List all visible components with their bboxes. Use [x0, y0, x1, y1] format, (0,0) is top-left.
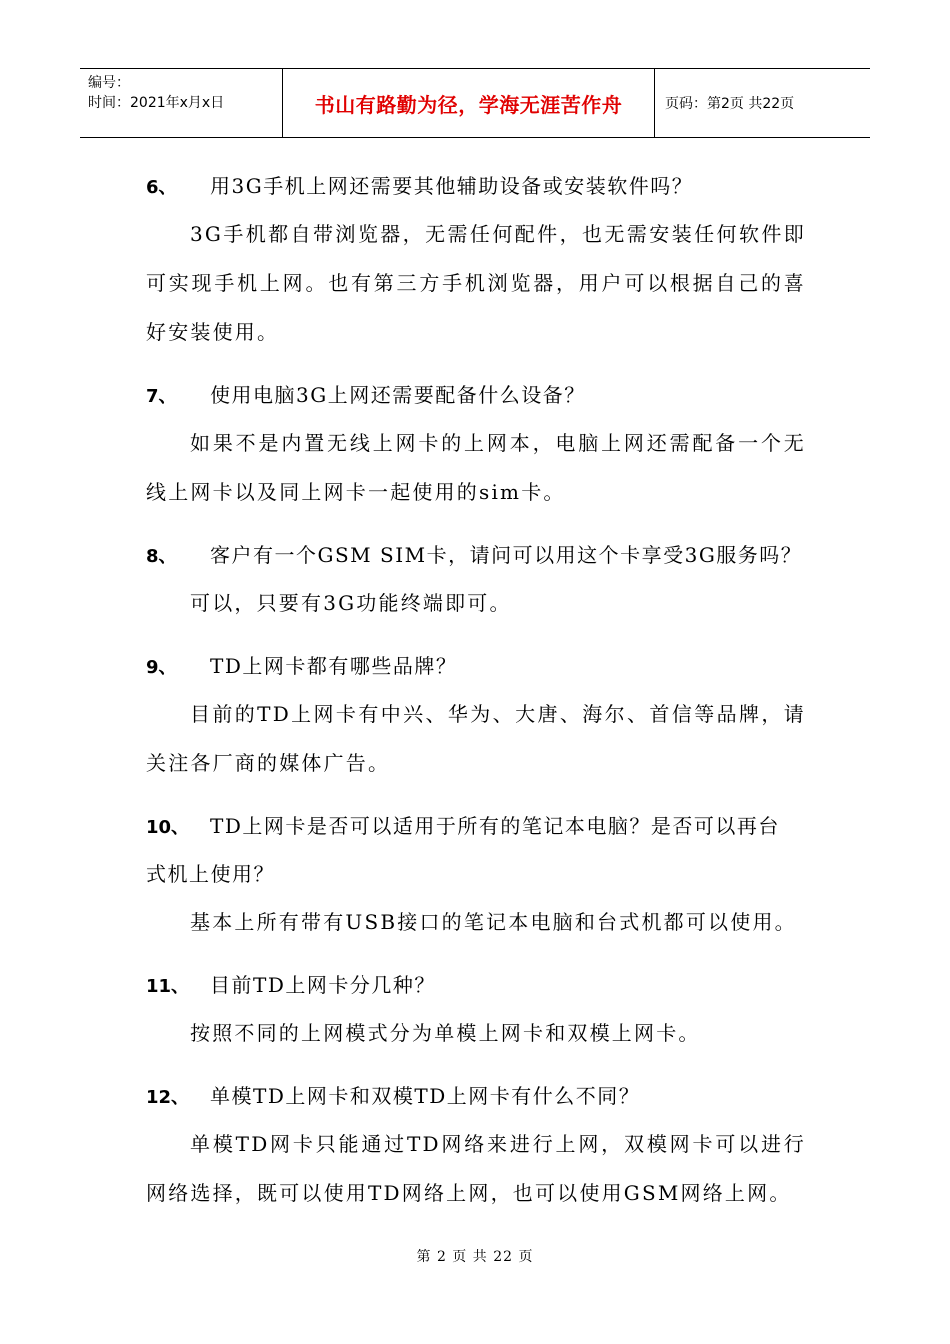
faq-answer-9: 目前的TD上网卡有中兴、华为、大唐、海尔、首信等品牌，请关注各厂商的媒体广告。 [146, 702, 806, 775]
question-text: 用3G手机上网还需要其他辅助设备或安装软件吗？ [210, 174, 694, 198]
faq-content [146, 162, 806, 1218]
faq-answer-7: 如果不是内置无线上网卡的上网本，电脑上网还需配备一个无线上网卡以及同上网卡一起使用的sim卡。 [146, 431, 806, 504]
question-number: 6、 [146, 177, 177, 198]
faq-question-10-continued [146, 850, 806, 898]
faq-answer-6: 3G手机都自带浏览器，无需任何配件，也无需安装任何软件即可实现手机上网。也有第三方手机浏览器，用户可以根据自己的喜好安装使用。 [146, 222, 806, 344]
question-number: 10、 [146, 817, 190, 838]
question-number: 12、 [146, 1087, 190, 1108]
faq-question-8 [146, 531, 806, 579]
header-meta [80, 69, 283, 137]
faq-question-9 [146, 642, 806, 690]
faq-question-10 [146, 802, 806, 850]
page-header [80, 68, 870, 138]
question-number: 8、 [146, 546, 177, 567]
question-text: TD上网卡是否可以适用于所有的笔记本电脑？是否可以再台 [210, 814, 780, 838]
faq-question-11 [146, 961, 806, 1009]
question-text: 客户有一个GSM SIM卡，请问可以用这个卡享受3G服务吗？ [210, 543, 803, 567]
faq-question-7 [146, 371, 806, 419]
page-footer: 第 2 页 共 22 页 [416, 1249, 534, 1265]
question-number: 7、 [146, 386, 177, 407]
header-page-info: 页码：第2页 共22页 [665, 96, 795, 112]
faq-answer-10: 基本上所有带有USB接口的笔记本电脑和台式机都可以使用。 [190, 910, 797, 934]
question-text: 目前TD上网卡分几种？ [210, 973, 436, 997]
header-motto: 书山有路勤为径，学海无涯苦作舟 [283, 69, 655, 137]
faq-answer-11: 按照不同的上网模式分为单模上网卡和双模上网卡。 [190, 1021, 701, 1045]
question-number: 11、 [146, 976, 190, 997]
faq-question-6 [146, 162, 806, 210]
question-text: 使用电脑3G上网还需要配备什么设备？ [210, 383, 586, 407]
faq-question-12 [146, 1072, 806, 1120]
document-number-label: 编号： [88, 75, 130, 91]
faq-answer-8: 可以，只要有3G功能终端即可。 [190, 591, 512, 615]
question-text: 单模TD上网卡和双模TD上网卡有什么不同？ [210, 1084, 641, 1108]
faq-answer-12: 单模TD网卡只能通过TD网络来进行上网，双模网卡可以进行网络选择，既可以使用TD网络上网，也可以使用GSM网络上网。 [146, 1132, 806, 1205]
question-text-continued: 式机上使用？ [146, 862, 275, 886]
question-text: TD上网卡都有哪些品牌？ [210, 654, 458, 678]
question-number: 9、 [146, 657, 177, 678]
document-time-label: 时间：2021年x月x日 [88, 95, 225, 111]
